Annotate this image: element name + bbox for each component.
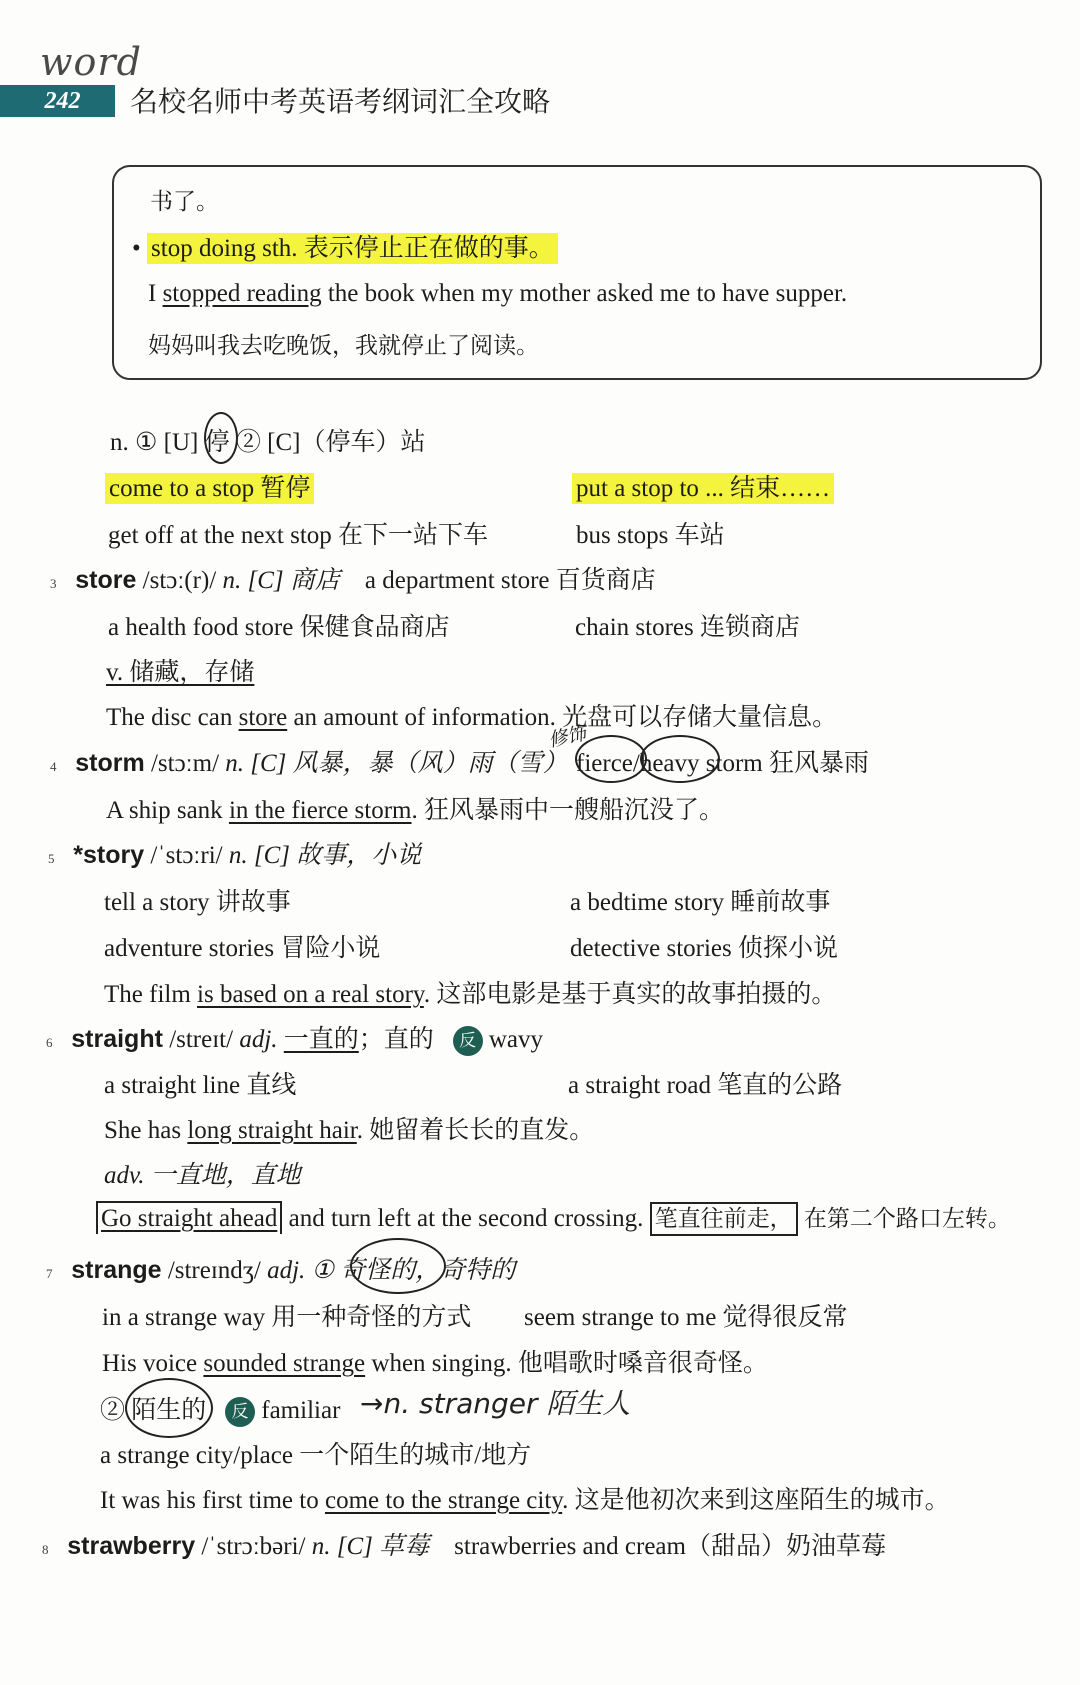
bullet-icon: • (132, 235, 141, 262)
pronunciation: /streɪndʒ/ (167, 1257, 261, 1284)
underlined-text: is based on a real story (197, 981, 424, 1008)
book-title: 名校名师中考英语考纲词汇全攻略 (130, 85, 551, 118)
pos: adj. (239, 1026, 284, 1053)
headword: storm (75, 749, 145, 777)
pronunciation: /ˈstrɔːbəri/ (201, 1533, 306, 1560)
text: A ship sank (106, 797, 229, 824)
text: His voice (102, 1350, 204, 1377)
headword: strawberry (67, 1532, 196, 1560)
phrase: a strange city/place 一个陌生的城市/地方 (100, 1442, 532, 1469)
note-example (148, 280, 847, 308)
pronunciation: /ˈstɔːri/ (150, 842, 223, 869)
stop-noun-def: n. ① [U] 停 ② [C]（停车）站 (110, 429, 426, 456)
definition: n. [C] 草莓 (311, 1533, 430, 1560)
example (106, 697, 837, 733)
highlighted-phrase: put a stop to ... 结束…… (572, 473, 834, 504)
hand-circle (640, 735, 720, 783)
entry-number: 3 (50, 576, 57, 591)
entry-straight (46, 1019, 543, 1056)
example (100, 1480, 950, 1516)
definition: n. [C] 故事，小说 (228, 842, 422, 869)
boxed-text: Go straight ahead (96, 1201, 282, 1234)
phrase: chain stores 连锁商店 (575, 614, 800, 641)
entry-strawberry (42, 1526, 886, 1562)
text: . 狂风暴雨中一艘船沉没了。 (411, 797, 725, 824)
phrase: in a strange way 用一种奇怪的方式 (102, 1304, 472, 1331)
entry-number: 6 (46, 1035, 53, 1050)
definition: adj. ① 奇怪的，奇特的 (267, 1257, 516, 1284)
text: I (148, 280, 163, 307)
headword: strange (71, 1256, 162, 1284)
text: The film (104, 981, 198, 1008)
entry-number: 4 (50, 759, 57, 774)
antonym: familiar (261, 1397, 341, 1424)
word-logo: word (40, 40, 142, 84)
example (106, 790, 724, 826)
handwritten-note: 修饰 (546, 722, 589, 752)
text: . 她留着长长的直发。 (356, 1117, 595, 1144)
note-line-1: 书了。 (150, 189, 219, 215)
text: . 这是他初次来到这座陌生的城市。 (562, 1487, 950, 1514)
phrase: adventure stories 冒险小说 (104, 935, 381, 962)
note-rule: stop doing sth. 表示停止正在做的事。 (147, 233, 558, 264)
text: when singing. 他唱歌时嗓音很奇怪。 (365, 1350, 768, 1377)
phrase: strawberries and cream（甜品）奶油草莓 (454, 1533, 886, 1560)
underlined-text: sounded strange (203, 1350, 366, 1377)
store-verb-def (106, 652, 254, 688)
note-translation: 妈妈叫我去吃晚饭，我就停止了阅读。 (148, 333, 539, 359)
page-number: 242 (0, 85, 115, 117)
entry-number: 5 (48, 851, 55, 866)
text: and turn left at the second crossing. (282, 1205, 650, 1232)
definition: n. [C] 风暴，暴（风）雨（雪） (225, 750, 568, 777)
phrase: get off at the next stop 在下一站下车 (108, 522, 489, 549)
phrase: a department store 百货商店 (364, 567, 656, 594)
headword: *story (73, 841, 145, 869)
definition: adv. 一直地，直地 (104, 1162, 301, 1189)
entry-store (50, 560, 656, 596)
antonym-badge: 反 (225, 1397, 255, 1427)
antonym-badge: 反 (453, 1026, 483, 1056)
text: She has (104, 1117, 188, 1144)
phrase: a bedtime story 睡前故事 (570, 889, 831, 916)
phrase: bus stops 车站 (576, 522, 725, 549)
example (102, 1343, 768, 1379)
example (104, 974, 836, 1010)
entry-number: 7 (46, 1266, 53, 1281)
underlined-text: in the fierce storm (228, 797, 412, 824)
underlined-text: come to the strange city (324, 1487, 563, 1514)
phrase (105, 468, 314, 504)
text: the book when my mother asked me to have supper. (321, 280, 848, 307)
hand-circle (350, 1238, 446, 1294)
text: . 这部电影是基于真实的故事拍摄的。 (423, 981, 837, 1008)
hand-circle (204, 412, 238, 464)
example (96, 1200, 1011, 1233)
phrase: tell a story 讲故事 (104, 889, 291, 916)
phrase: a health food store 保健食品商店 (108, 614, 450, 641)
entry-number: 8 (42, 1542, 49, 1557)
underlined-text: v. 储藏，存储 (106, 659, 255, 686)
definition: ② 陌生的 (100, 1397, 207, 1424)
phrase: a straight line 直线 (104, 1072, 297, 1099)
underlined-text: long straight hair (187, 1117, 357, 1144)
underlined-text: 一直的 (283, 1026, 359, 1053)
phrase: fierce/heavy storm 狂风暴雨 (576, 750, 869, 777)
phrase (572, 468, 834, 504)
phrase: detective stories 侦探小说 (570, 935, 838, 962)
definition: ；直的 (358, 1026, 434, 1053)
underlined-text: store (238, 704, 288, 731)
highlighted-phrase: come to a stop 暂停 (105, 473, 314, 504)
pronunciation: /stɔːm/ (150, 750, 220, 777)
headword: straight (71, 1025, 163, 1053)
entry-story (48, 835, 421, 871)
pronunciation: /streɪt/ (169, 1026, 234, 1053)
note-line-2 (132, 228, 558, 264)
pronunciation: /stɔː(r)/ (142, 567, 217, 594)
headword: store (75, 566, 137, 594)
text: It was his first time to (100, 1487, 325, 1514)
antonym: wavy (488, 1026, 543, 1053)
phrase: a straight road 笔直的公路 (568, 1072, 843, 1099)
hand-circle (125, 1378, 213, 1438)
example (104, 1110, 594, 1146)
boxed-text: 笔直往前走， (650, 1202, 798, 1236)
phrase: seem strange to me 觉得很反常 (524, 1304, 848, 1331)
text: 在第二个路口左转。 (803, 1206, 1011, 1232)
handwritten-note: →n. stranger 陌生人 (360, 1387, 631, 1420)
entry-storm (50, 743, 568, 779)
definition: n. [C] 商店 (222, 567, 340, 594)
text: The disc can (106, 704, 239, 731)
straight-adv-def (104, 1155, 301, 1191)
underlined-text: stopped reading (162, 280, 322, 307)
text: an amount of information. 光盘可以存储大量信息。 (287, 704, 838, 731)
